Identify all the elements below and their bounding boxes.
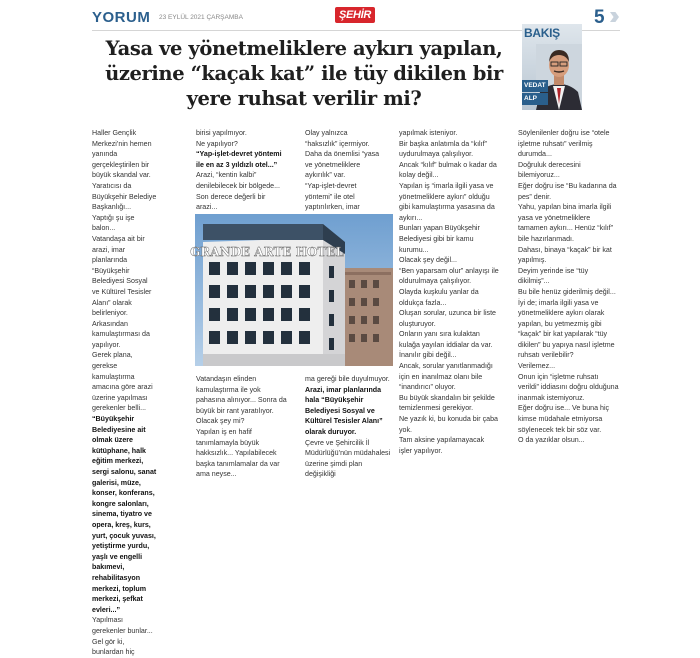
- hotel-photo: [190, 214, 393, 366]
- paragraph: O da yazıklar olsun...: [518, 436, 585, 445]
- paragraph: Ancak “kılıf” bulmak o kadar da kolay değil...: [399, 160, 497, 180]
- paragraph: Vatandaşın elinden kamulaştırma ile yok pahasına alınıyor... Sonra da büyük bir rant yaratılıyor.: [196, 375, 287, 415]
- paragraph: Olacak şey mi?: [196, 417, 245, 426]
- paragraph: “Yap-işlet-devret yöntemi ile en az 3 yıldızlı otel...”: [196, 150, 282, 169]
- paragraph: Eğer doğru ise... Ve buna hiç kimse müdahale etmiyorsa söylenecek tek bir söz var.: [518, 404, 610, 434]
- article-headline: Yasa ve yönetmeliklere aykırı yapılan, üzerine “kaçak kat” ile tüy dikilen bir yere ruhsat verilir mi?: [105, 37, 503, 110]
- newspaper-logo: ŞEHİR: [335, 7, 375, 23]
- paragraph: Olayda kuşkulu yanlar da oldukça fazla...: [399, 287, 479, 307]
- paragraph: Bu bile henüz giderilmiş değil...: [518, 287, 616, 296]
- paragraph: Deyim yerinde ise “tüy dikilmiş”...: [518, 266, 589, 286]
- hotel-sign: GRANDE ARTE HOTEL: [190, 245, 344, 259]
- paragraph: Daha da önemlisi “yasa ve yönetmeliklere aykırılık” var.: [305, 150, 380, 180]
- paragraph: birisi yapılmıyor.: [196, 129, 247, 137]
- paragraph: Gerek plana, gerekse kamulaştırma amacına göre arazi üzerine yapılması gerekenler belli...: [92, 351, 153, 413]
- paragraph: Eğer doğru ise “Bu kadarına da pes” denir.: [518, 181, 617, 201]
- paragraph: “Yap-işlet-devret yöntemi” ile otel yaptırılırken, imar: [305, 181, 360, 212]
- paragraph: Yapılan iş en hafif tanımlamayla büyük hakksızlık... Yapılabilecek başka tanımlamalar da var ama neyse...: [196, 427, 280, 479]
- article-column-3-bottom: [305, 374, 391, 480]
- paragraph: Söylenilenler doğru ise “otele işletme ruhsatı” verilmiş durumda...: [518, 129, 610, 159]
- paragraph: Yapılması gerekenler bunlar...: [92, 616, 153, 635]
- paragraph: Ne yazık ki, bu konuda bir çaba yok.: [399, 415, 498, 434]
- paragraph: Ancak, sorular yanıtlanmadığı için en inanılmaz olanı bile “inandırıcı” oluyor.: [399, 362, 493, 392]
- paragraph: Yapılan iş “imarla ilgili yasa ve yönetmeliklere aykırı” olduğu gibi kamulaştırma yasasına da aykırı...: [399, 181, 495, 222]
- paragraph: Arazi, “kentin kalbi” denilebilecek bir bölgede... Son derece değerli bir arazi...: [196, 171, 280, 212]
- article-column-1: [92, 128, 157, 658]
- paragraph: Gel gör ki, bunlardan hiç: [92, 637, 135, 657]
- paragraph: “Ben yaparsam olur” anlayışı ile oldurulmaya çalışılıyor.: [399, 266, 499, 286]
- paragraph: İyi de; imarla ilgili yasa ve yönetmeliklere aykırı olarak yapılan, bu yetmezmiş gibi “kaçak” bir kat yapılarak “tüy dikilen” bu yapıya nasıl işletme ruhsatı verilebilir?: [518, 298, 615, 360]
- article-column-4: [399, 128, 499, 456]
- article-column-3: [305, 128, 380, 223]
- paragraph: Doğruluk derecesini bilemiyoruz...: [518, 160, 581, 180]
- paragraph: “Büyükşehir Belediyesine ait olmak üzere kütüphane, halk eğitim merkezi, sergi salonu, sanat galerisi, müze, konser, konferans, kongre salonları, sinema, tiyatro ve opera, kreş, kurs, yurt, çocuk yuvası, yetiştirme yurdu, yaşlı ve engelli bakımevi, rehabilitasyon merkezi, toplum merkezi, şefkat evleri...”: [92, 415, 157, 614]
- paragraph: Çevre ve Şehircilik İl Müdürlüğü’nün müdahalesi üzerine şimdi plan değişikliği: [305, 438, 391, 479]
- paragraph: Vatandaşa ait bir arazi, imar planlarında “Büyükşehir Belediyesi Sosyal ve Kültürel Tesisler Alanı” olarak belirleniyor.: [92, 234, 152, 318]
- paragraph: Verilemez...: [518, 362, 556, 371]
- paragraph: Onun için “işletme ruhsatı verildi” iddiasını doğru olduğuna inanmak istemiyoruz.: [518, 372, 619, 402]
- paragraph: Bunları yapan Büyükşehir Belediyesi gibi bir kamu kurumu...: [399, 224, 480, 254]
- article-column-2: [196, 128, 286, 213]
- paragraph: ma gereği bile duyulmuyor.: [305, 375, 390, 383]
- columnist-name: [522, 80, 548, 106]
- page-header: [0, 0, 700, 30]
- paragraph: Oluşan sorular, uzunca bir liste oluşturuyor.: [399, 309, 496, 328]
- paragraph: Arazi, imar planlarında hala “Büyükşehir Belediyesi Sosyal ve Kültürel Tesisler Alanı” olarak duruyor.: [305, 385, 383, 436]
- paragraph: Arkasından kamulaştırması da yapılıyor.: [92, 319, 150, 349]
- column-label: BAKIŞ: [524, 26, 560, 40]
- paragraph: Yaratıcısı da Büyükşehir Belediye Başkanlığı...: [92, 181, 157, 212]
- chevron-right-icon: [610, 12, 619, 22]
- columnist-first-name: VEDAT: [522, 80, 548, 92]
- article-column-2-bottom: [196, 374, 289, 480]
- paragraph: Yaptığı şu işe balon...: [92, 213, 135, 233]
- article-column-5: [518, 128, 620, 446]
- paragraph: Olay yalnızca “haksızlık” içermiyor.: [305, 129, 370, 148]
- page-number: 5: [594, 7, 605, 28]
- hotel-building-image: [190, 214, 393, 366]
- paragraph: Bu büyük skandalın bir şekilde temizlenmesi gerekiyor.: [399, 393, 495, 413]
- section-label: YORUM: [92, 9, 151, 26]
- paragraph: yapılmak isteniyor.: [399, 129, 458, 137]
- columnist-last-name: ALP: [522, 93, 548, 105]
- issue-date: 23 EYLÜL 2021 ÇARŞAMBA: [159, 14, 243, 21]
- paragraph: Ne yapılıyor?: [196, 139, 238, 148]
- paragraph: Tam aksine yapılamayacak işler yapılıyor.: [399, 436, 485, 455]
- paragraph: Dahası, binaya “kaçak” bir kat yapılmış.: [518, 245, 612, 265]
- paragraph: Onların yanı sıra kulaktan kulağa yayılan iddialar da var.: [399, 330, 493, 349]
- paragraph: Haller Gençlik Merkezi’nin hemen yanında gerçekleştirilen bir büyük skandal var.: [92, 129, 152, 180]
- paragraph: İnanılır gibi değil...: [399, 351, 457, 360]
- paragraph: Bir başka anlatımla da “kılıf” uydurulmaya çalışılıyor.: [399, 139, 487, 159]
- paragraph: Olacak şey değil...: [399, 256, 457, 265]
- paragraph: Yahu, yapılan bina imarla ilgili yasa ve yönetmeliklere tamamen aykırı... Henüz “kılıf” bile hazırlanmadı.: [518, 203, 614, 243]
